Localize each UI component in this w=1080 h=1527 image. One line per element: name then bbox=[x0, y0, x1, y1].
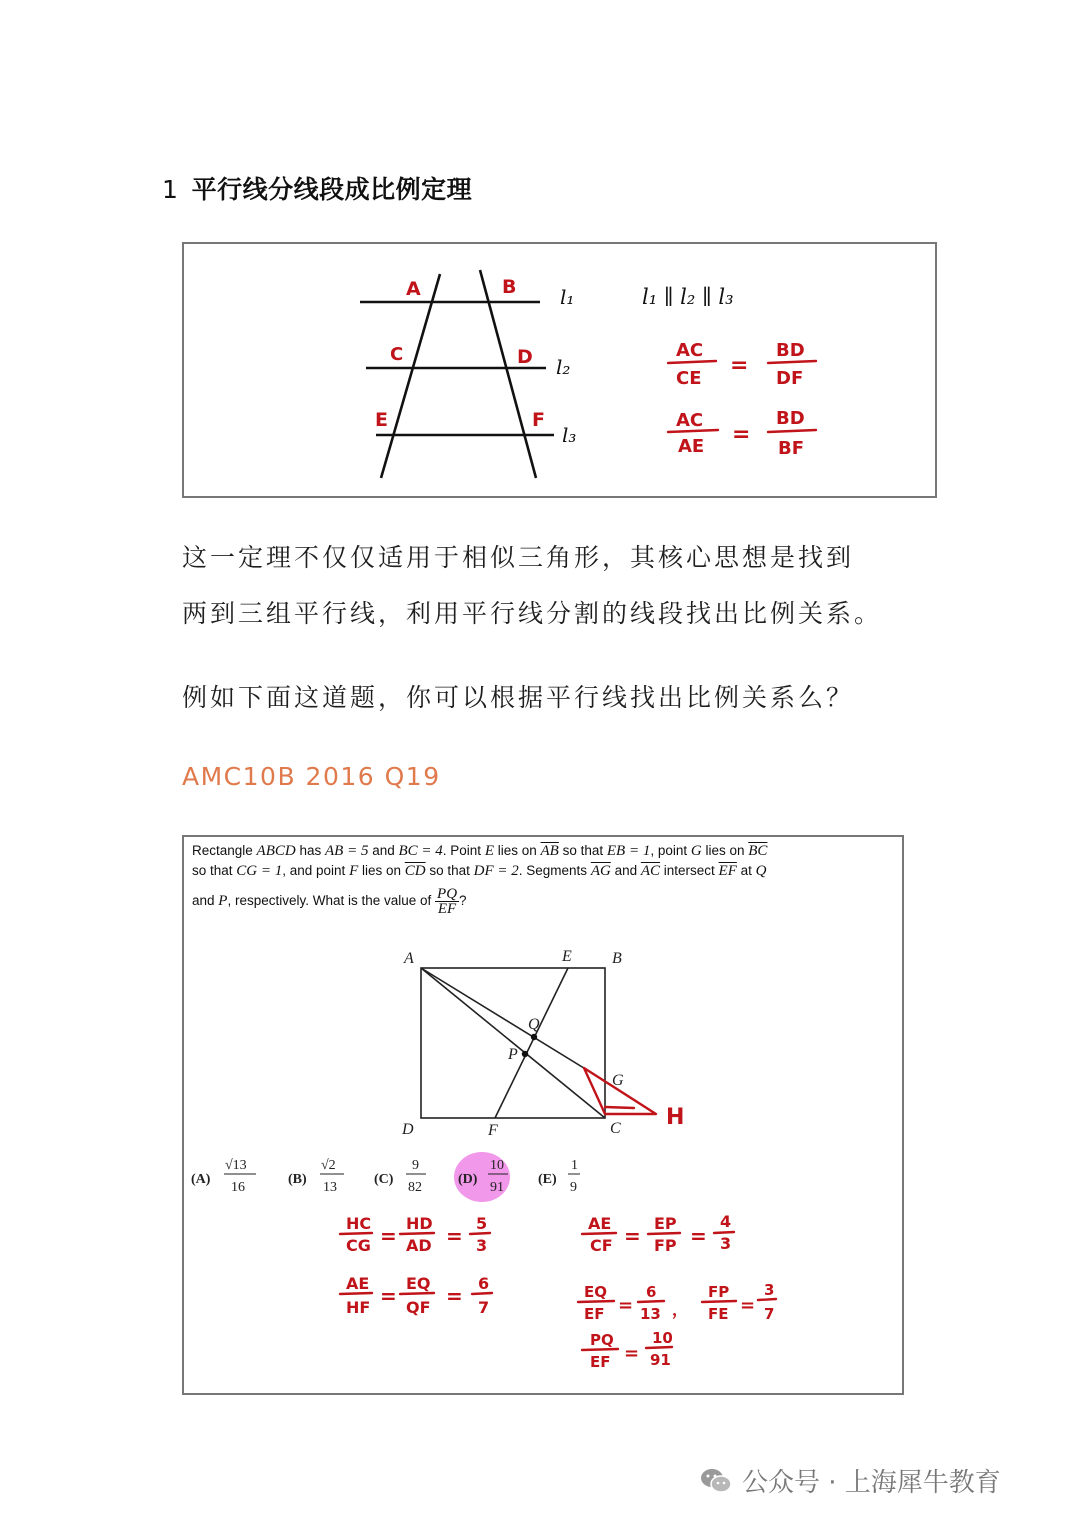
point-e-label: E bbox=[375, 409, 388, 431]
point-p bbox=[522, 1051, 528, 1057]
svg-text:HF: HF bbox=[346, 1298, 371, 1317]
handwritten-eq-3 bbox=[582, 1212, 734, 1255]
svg-text:6: 6 bbox=[478, 1274, 490, 1293]
footer-text: 公众号 · 上海犀牛教育 bbox=[742, 1468, 1001, 1498]
svg-text:，: ， bbox=[672, 1300, 689, 1319]
section-number: 1 bbox=[162, 175, 179, 204]
section-title: 平行线分线段成比例定理 bbox=[191, 175, 473, 204]
segment-ag bbox=[421, 968, 605, 1081]
theorem-figure bbox=[182, 242, 937, 498]
question-fraction: $\frac{PQ}{EF}$ bbox=[437, 886, 458, 917]
choice-d-den: 91 bbox=[490, 1180, 504, 1195]
choice-a-num: √13 bbox=[225, 1158, 247, 1173]
svg-text:=: = bbox=[380, 1224, 397, 1248]
paragraph-2: 两到三组平行线，利用平行线分割的线段找出比例关系。 bbox=[182, 599, 883, 628]
label-a: A bbox=[404, 950, 414, 967]
point-a-label: A bbox=[406, 278, 421, 300]
choice-e-letter: (E) bbox=[538, 1172, 557, 1187]
eq2-right-bar bbox=[768, 430, 816, 432]
choice-a-letter: (A) bbox=[191, 1172, 211, 1187]
eq1-right-bar bbox=[768, 361, 816, 363]
point-f-label: F bbox=[532, 409, 545, 431]
svg-text:=: = bbox=[624, 1343, 640, 1364]
choice-b-den: 13 bbox=[323, 1180, 337, 1195]
line-l3-label: l₃ bbox=[562, 423, 577, 447]
eq2-right-den: BF bbox=[778, 438, 805, 459]
svg-text:EP: EP bbox=[654, 1214, 677, 1233]
label-h: H bbox=[666, 1105, 685, 1130]
eq1-equals: = bbox=[730, 353, 749, 378]
label-c: C bbox=[610, 1120, 621, 1137]
problem-line-1: Rectangle ABCD has AB = 5 and BC = 4. Point E lies on $\overline{AB}$ so that EB = 1, point G lies on $\overline{BC}$ bbox=[192, 843, 768, 859]
label-g: G bbox=[612, 1072, 624, 1089]
point-b-label: B bbox=[502, 276, 517, 298]
eq1-left-num: AC bbox=[676, 340, 704, 361]
choice-d-num: 10 bbox=[490, 1158, 504, 1173]
handwritten-eq-1 bbox=[340, 1214, 490, 1255]
svg-text:6: 6 bbox=[646, 1283, 657, 1301]
problem-title: AMC10B 2016 Q19 bbox=[182, 762, 441, 791]
eq2-left-num: AC bbox=[676, 410, 704, 431]
svg-text:=: = bbox=[690, 1224, 707, 1248]
transversal-left bbox=[381, 274, 440, 478]
svg-text:CG: CG bbox=[346, 1236, 371, 1255]
svg-text:PQ: PQ bbox=[590, 1331, 614, 1349]
segment-ef bbox=[495, 968, 568, 1118]
eq2-left-den: AE bbox=[678, 436, 705, 457]
line-l2-label: l₂ bbox=[556, 355, 571, 379]
svg-text:FE: FE bbox=[708, 1305, 729, 1323]
svg-text:EF: EF bbox=[584, 1305, 605, 1323]
label-f: F bbox=[488, 1122, 498, 1139]
problem-line-3: and P, respectively. What is the value of $\frac{PQ}{EF}$ ? bbox=[192, 886, 467, 917]
choice-c-den: 82 bbox=[408, 1180, 422, 1195]
label-b: B bbox=[612, 950, 622, 967]
eq1-left-bar bbox=[668, 361, 716, 363]
handwritten-eq-2 bbox=[340, 1274, 492, 1317]
svg-text:3: 3 bbox=[476, 1236, 488, 1255]
svg-text:4: 4 bbox=[720, 1212, 732, 1231]
parallel-statement: l₁ ∥ l₂ ∥ l₃ bbox=[642, 285, 734, 309]
svg-text:10: 10 bbox=[652, 1329, 673, 1347]
choice-d-letter: (D) bbox=[458, 1172, 478, 1187]
svg-text:EQ: EQ bbox=[584, 1283, 607, 1301]
svg-text:=: = bbox=[380, 1284, 397, 1308]
svg-text:=: = bbox=[624, 1224, 641, 1248]
choice-c-letter: (C) bbox=[374, 1172, 394, 1187]
svg-text:13: 13 bbox=[640, 1305, 661, 1323]
choice-c-num: 9 bbox=[412, 1158, 419, 1173]
point-c-label: C bbox=[390, 344, 404, 365]
footer-watermark bbox=[700, 1462, 1001, 1499]
rectangle-diagram bbox=[184, 837, 902, 1393]
eq2-equals: = bbox=[732, 422, 751, 447]
choice-b-num: √2 bbox=[321, 1158, 336, 1173]
point-q bbox=[531, 1034, 537, 1040]
paragraph-1: 这一定理不仅仅适用于相似三角形，其核心思想是找到 bbox=[182, 543, 855, 572]
label-e: E bbox=[562, 948, 572, 965]
svg-text:FP: FP bbox=[708, 1283, 730, 1301]
svg-text:=: = bbox=[740, 1295, 756, 1316]
svg-text:CF: CF bbox=[590, 1236, 613, 1255]
svg-text:=: = bbox=[618, 1295, 634, 1316]
choice-e-num: 1 bbox=[571, 1158, 578, 1173]
parallel-lines-diagram bbox=[184, 244, 935, 496]
svg-text:AD: AD bbox=[406, 1236, 432, 1255]
svg-text:AE: AE bbox=[346, 1274, 370, 1293]
label-p: P bbox=[508, 1046, 518, 1063]
svg-text:EF: EF bbox=[590, 1353, 611, 1371]
eq1-right-den: DF bbox=[776, 368, 804, 389]
problem-line-2: so that CG = 1, and point F lies on $\overline{CD}$ so that DF = 2. Segments $\overline{AG}$ and $\overline{AC}$ intersect $\overline{EF}$ at Q bbox=[192, 863, 767, 879]
line-l1-label: l₁ bbox=[560, 285, 575, 309]
problem-figure bbox=[182, 835, 904, 1395]
svg-text:FP: FP bbox=[654, 1236, 677, 1255]
handwritten-eq-5 bbox=[582, 1329, 673, 1371]
point-d-label: D bbox=[517, 346, 533, 368]
label-q: Q bbox=[528, 1016, 540, 1033]
label-d: D bbox=[402, 1121, 414, 1138]
svg-text:HC: HC bbox=[346, 1214, 372, 1233]
svg-text:HD: HD bbox=[406, 1214, 433, 1233]
eq1-right-num: BD bbox=[776, 340, 805, 361]
segment-ac bbox=[421, 968, 605, 1118]
wechat-icon bbox=[700, 1467, 732, 1495]
choice-b-letter: (B) bbox=[288, 1172, 307, 1187]
section-heading bbox=[162, 170, 472, 206]
svg-text:=: = bbox=[446, 1224, 463, 1248]
paragraph-3: 例如下面这道题，你可以根据平行线找出比例关系么？ bbox=[182, 683, 855, 712]
choice-a-den: 16 bbox=[231, 1180, 245, 1195]
svg-text:=: = bbox=[446, 1284, 463, 1308]
svg-text:QF: QF bbox=[406, 1298, 431, 1317]
svg-text:5: 5 bbox=[476, 1214, 488, 1233]
svg-text:EQ: EQ bbox=[406, 1274, 431, 1293]
svg-text:7: 7 bbox=[764, 1305, 775, 1323]
extension-shading bbox=[605, 1107, 634, 1108]
svg-text:7: 7 bbox=[478, 1298, 490, 1317]
svg-text:91: 91 bbox=[650, 1351, 671, 1369]
eq1-left-den: CE bbox=[676, 368, 702, 389]
svg-text:3: 3 bbox=[764, 1281, 775, 1299]
eq2-right-num: BD bbox=[776, 408, 805, 429]
choice-e-den: 9 bbox=[570, 1180, 577, 1195]
svg-text:AE: AE bbox=[588, 1214, 612, 1233]
svg-text:3: 3 bbox=[720, 1234, 732, 1253]
handwritten-eq-4 bbox=[578, 1281, 776, 1323]
